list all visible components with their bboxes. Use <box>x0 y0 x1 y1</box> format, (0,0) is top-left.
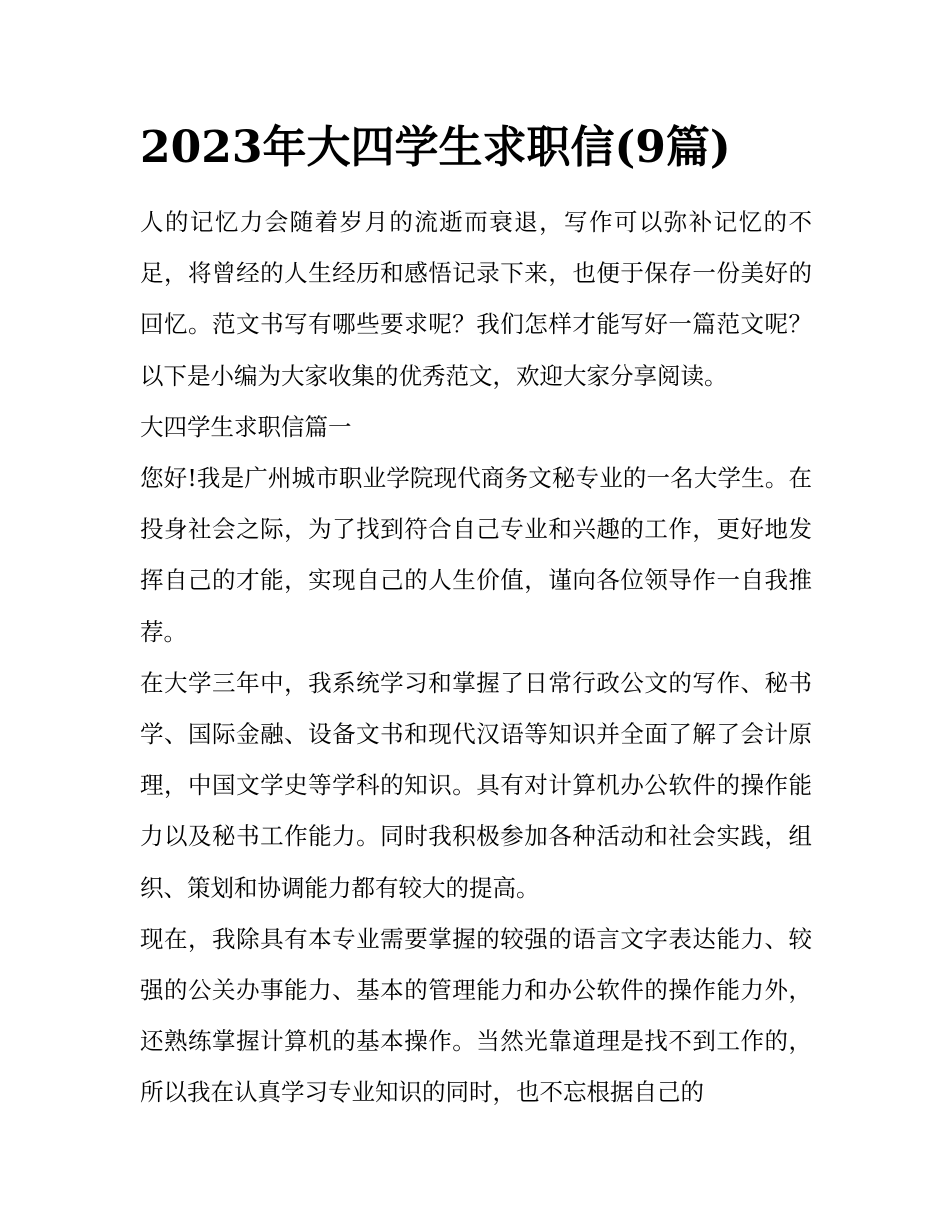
intro-paragraph: 人的记忆力会随着岁月的流逝而衰退，写作可以弥补记忆的不足，将曾经的人生经历和感悟记录下来，也便于保存一份美好的回忆。范文书写有哪些要求呢？我们怎样才能写好一篇范文呢？以下是小编为大家收集的优秀范文，欢迎大家分享阅读。 <box>140 208 812 390</box>
section-heading: 大四学生求职信篇一 <box>140 412 352 441</box>
letter-paragraph-3: 现在，我除具有本专业需要掌握的较强的语言文字表达能力、较强的公关办事能力、基本的管理能力和办公软件的操作能力外，还熟练掌握计算机的基本操作。当然光靠道理是找不到工作的，所以我在认真学习专业知识的同时，也不忘根据自己的 <box>140 924 812 1107</box>
letter-paragraph-1: 您好!我是广州城市职业学院现代商务文秘专业的一名大学生。在投身社会之际，为了找到符合自己专业和兴趣的工作，更好地发挥自己的才能，实现自己的人生价值，谨向各位领导作一自我推荐。 <box>140 464 812 646</box>
document-body <box>140 197 812 1119</box>
letter-paragraph-2: 在大学三年中，我系统学习和掌握了日常行政公文的写作、秘书学、国际金融、设备文书和现代汉语等知识并全面了解了会计原理，中国文学史等学科的知识。具有对计算机办公软件的操作能力以及秘书工作能力。同时我积极参加各种活动和社会实践，组织、策划和协调能力都有较大的提高。 <box>140 668 812 902</box>
document-title: 2023年大四学生求职信(9篇) <box>140 122 731 173</box>
